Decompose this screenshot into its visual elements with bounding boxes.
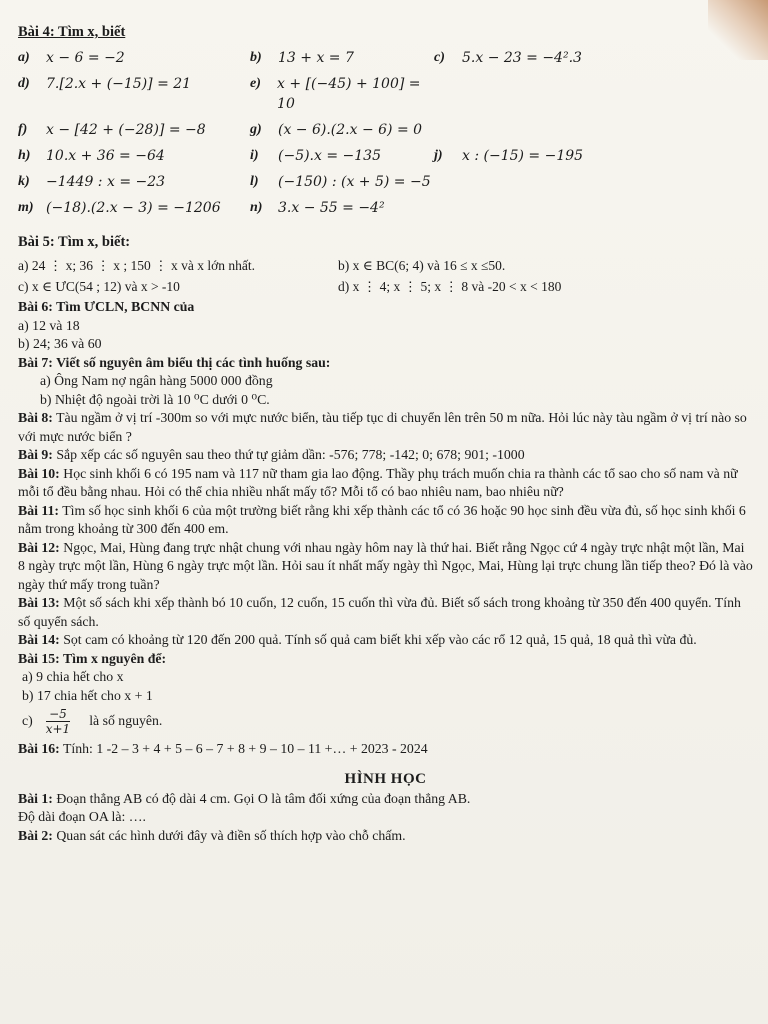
geometry-bai1: Bài 1: Đoạn thẳng AB có độ dài 4 cm. Gọi O là tâm đối xứng của đoạn thẳng AB. xyxy=(18,790,471,806)
bai5-title: Bài 5: Tìm x, biết: xyxy=(18,234,131,250)
bai14: Bài 14: Sọt cam có khoảng từ 120 đến 200 quả. Tính số quả cam biết khi xếp vào các rổ 12 quả, 15 quả, 18 quả thì vừa đủ. xyxy=(18,632,697,647)
bai10: Bài 10: Học sinh khối 6 có 195 nam và 117 nữ tham gia lao động. Thầy phụ trách muốn chia ra thành các tổ sao cho số nam và nữ mỗi tổ đều bằng nhau. Hỏi có thể chia nhiều nhất mấy tổ? Mỗi tổ có bao nhiêu nam, bao nhiêu nữ? xyxy=(18,465,738,499)
bai4-title-text: Bài 4: Tìm x, biết xyxy=(18,24,126,40)
bai4-item: f) x − [42 + (−28)] = −8 xyxy=(18,122,206,138)
bai7-item-b: b) Nhiệt độ ngoài trời là 10 ⁰C dưới 0 ⁰C. xyxy=(40,391,270,407)
worksheet-content xyxy=(18,22,753,845)
bai6-item-b: b) 24; 36 và 60 xyxy=(18,336,102,351)
bai5-items xyxy=(18,256,753,296)
bai4-item: h) 10.x + 36 = −64 xyxy=(18,148,165,164)
bai4-item-empty xyxy=(434,74,754,114)
bai4-item: k) −1449 : x = −23 xyxy=(18,174,166,190)
bai4-item-empty xyxy=(434,198,754,218)
bai15-item-c: c) $\frac{-5}{x+1}$ là số nguyên. xyxy=(22,707,163,736)
bai15-item-a: a) 9 chia hết cho x xyxy=(22,669,124,684)
bai13: Bài 13: Một số sách khi xếp thành bó 10 cuốn, 12 cuốn, 15 cuốn thì vừa đủ. Biết số sách trong khoảng từ 350 đến 400 quyển. Tính số quyển sách. xyxy=(18,595,741,629)
bai4-item: b) 13 + x = 7 xyxy=(250,50,354,66)
bai4-item-empty xyxy=(434,120,754,140)
fraction: $\frac{-5}{x+1}$ xyxy=(45,707,71,736)
bai6-title: Bài 6: Tìm ƯCLN, BCNN của xyxy=(18,299,195,314)
bai4-item: m) (−18).(2.x − 3) = −1206 xyxy=(18,200,221,216)
bai5-item-b: b) x ∈ BC(6; 4) và 16 ≤ x ≤50. xyxy=(338,258,506,273)
bai5-item-d: d) x ⋮ 4; x ⋮ 5; x ⋮ 8 và -20 < x < 180 xyxy=(338,279,562,294)
bai4-item: g) (x − 6).(2.x − 6) = 0 xyxy=(250,122,423,138)
geometry-bai2: Bài 2: Quan sát các hình dưới đây và điền số thích hợp vào chỗ chấm. xyxy=(18,827,406,843)
bai4-item: l) (−150) : (x + 5) = −5 xyxy=(250,174,431,190)
bai8: Bài 8: Tàu ngầm ở vị trí -300m so với mực nước biển, tàu tiếp tục di chuyển lên trên 50 m nữa. Hỏi lúc này tàu ngầm ở vị trí nào so với mực nước biển ? xyxy=(18,410,747,444)
bai15-item-b: b) 17 chia hết cho x + 1 xyxy=(22,687,153,703)
bai4-item: j) x : (−15) = −195 xyxy=(434,148,584,164)
bai4-item: i) (−5).x = −135 xyxy=(250,148,381,164)
bai4-item-empty xyxy=(434,172,754,192)
bai4-item: n) 3.x − 55 = −4² xyxy=(250,200,385,216)
bai4-equations xyxy=(18,48,753,218)
bai12: Bài 12: Ngọc, Mai, Hùng đang trực nhật chung với nhau ngày hôm nay là thứ hai. Biết rằng Ngọc cứ 4 ngày trực nhật một lần, Mai 8 ngày trực một lần, Hùng 6 ngày trực một lần. Hỏi sau ít nhất mấy ngày thì Ngọc, Mai, Hùng lại trực chung lần tiếp theo? Đó là vào ngày thứ mấy trong tuần? xyxy=(18,539,753,592)
bai6-item-a: a) 12 và 18 xyxy=(18,317,80,333)
bai7-title: Bài 7: Viết số nguyên âm biểu thị các tình huống sau: xyxy=(18,354,331,370)
bai15-title: Bài 15: Tìm x nguyên để: xyxy=(18,650,167,666)
bai5-item-c: c) x ∈ ƯC(54 ; 12) và x > -10 xyxy=(18,279,180,294)
geometry-bai1-answer: Độ dài đoạn OA là: …. xyxy=(18,809,146,824)
bai4-item: c) 5.x − 23 = −4².3 xyxy=(434,50,582,66)
bai7-item-a: a) Ông Nam nợ ngân hàng 5000 000 đồng xyxy=(40,373,273,388)
bai4-item: a) x − 6 = −2 xyxy=(18,50,125,66)
bai11: Bài 11: Tìm số học sinh khối 6 của một trường biết rằng khi xếp thành các tổ có 36 hoặc 90 học sinh đều vừa đủ, số học sinh khối 6 nằm trong khoảng từ 300 đến 400 em. xyxy=(18,502,746,536)
geometry-heading: HÌNH HỌC xyxy=(344,770,427,787)
bai4-item: d) 7.[2.x + (−15)] = 21 xyxy=(18,76,192,92)
bai16: Bài 16: Tính: 1 -2 – 3 + 4 + 5 – 6 – 7 + 8 + 9 – 10 – 11 +… + 2023 - 2024 xyxy=(18,741,428,756)
bai4-item: e) x + [(−45) + 100] = 10 xyxy=(250,76,421,112)
bai4-title xyxy=(18,22,753,42)
bai5-item-a: a) 24 ⋮ x; 36 ⋮ x ; 150 ⋮ x và x lớn nhất. xyxy=(18,258,255,273)
bai9: Bài 9: Sắp xếp các số nguyên sau theo thứ tự giảm dần: -576; 778; -142; 0; 678; 901; -1000 xyxy=(18,447,525,462)
